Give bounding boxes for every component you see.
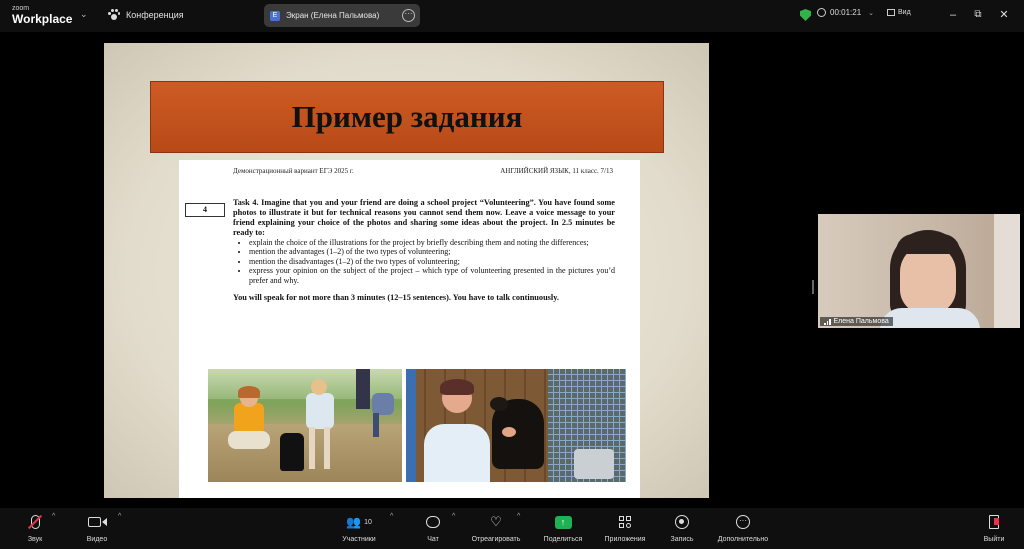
participant-video-tile[interactable] xyxy=(818,214,1020,328)
view-label: Вид xyxy=(898,9,911,16)
task-number-box: 4 xyxy=(185,203,225,217)
participants-icon: 👥 xyxy=(346,515,362,529)
logo-top-text: zoom xyxy=(12,5,30,12)
participants-button[interactable] xyxy=(324,513,394,543)
chevron-down-icon[interactable]: ⌄ xyxy=(80,9,88,19)
share-label: Экран (Елена Пальмова) xyxy=(286,11,380,20)
timer-text: 00:01:21 xyxy=(830,8,862,17)
screen-share-indicator[interactable] xyxy=(264,4,420,27)
share-label: Поделиться xyxy=(543,536,583,543)
title-bar xyxy=(0,0,1024,32)
video-label: Видео xyxy=(86,536,108,543)
doc-header-right: АНГЛИЙСКИЙ ЯЗЫК, 11 класс. 7/13 xyxy=(500,167,613,175)
slide-title-box xyxy=(150,81,664,153)
more-button[interactable] xyxy=(708,513,778,543)
participant-name: Елена Пальмова xyxy=(833,318,889,325)
chevron-up-icon[interactable]: ^ xyxy=(452,513,456,520)
clock-icon xyxy=(817,8,826,17)
participant-name-tag xyxy=(820,317,893,326)
chevron-up-icon[interactable]: ^ xyxy=(390,513,394,520)
meeting-toolbar xyxy=(0,508,1024,549)
participants-label: Участники xyxy=(342,536,376,543)
view-button[interactable] xyxy=(887,9,911,16)
more-options-icon[interactable]: ··· xyxy=(402,9,415,22)
list-item: • mention the disadvantages (1–2) of the two types of volunteering; xyxy=(249,257,615,266)
task-final: You will speak for not more than 3 minutes (12–15 sentences). You have to talk continuously. xyxy=(233,293,559,303)
slide-title: Пример задания xyxy=(291,99,523,134)
close-button[interactable]: ✕ xyxy=(999,9,1009,21)
chevron-up-icon[interactable]: ^ xyxy=(517,513,521,520)
meeting-label: Конференция xyxy=(126,10,184,20)
meeting-info-button[interactable] xyxy=(108,9,184,21)
audio-button[interactable] xyxy=(0,513,70,543)
panel-resize-handle[interactable] xyxy=(812,280,814,294)
document-header xyxy=(233,167,613,175)
logo-bottom-text: Workplace xyxy=(12,12,73,26)
apps-label: Приложения xyxy=(604,536,646,543)
task-intro: Task 4. Imagine that you and your friend are doing a school project “Volunteering”. You have found some photos to illustrate it but for technical reasons you cannot send them now. Leave a voice message to your friend explaining your choice of the photos and sharing some ideas about the project. In 2.5 minutes be ready to: xyxy=(233,198,615,237)
record-button[interactable] xyxy=(647,513,717,543)
list-item: • explain the choice of the illustrations for the project by briefly describing them and noting the differences; xyxy=(249,238,615,247)
paw-icon xyxy=(108,9,120,21)
doc-header-left: Демонстрационный вариант ЕГЭ 2025 г. xyxy=(233,167,354,175)
apps-icon xyxy=(619,516,631,528)
audio-label: Звук xyxy=(27,536,43,543)
video-button[interactable] xyxy=(62,513,132,543)
chevron-up-icon[interactable]: ^ xyxy=(118,513,122,520)
shared-screen xyxy=(104,43,709,498)
list-item: • mention the advantages (1–2) of the two types of volunteering; xyxy=(249,247,615,256)
photo-animal-shelter-volunteering xyxy=(406,369,626,482)
chat-button[interactable] xyxy=(398,513,468,543)
list-item: • express your opinion on the subject of the project – which type of volunteering presented in the pictures you’d prefer and why. xyxy=(249,266,615,285)
screen-share-icon: E xyxy=(270,11,280,21)
meeting-timer xyxy=(817,8,874,17)
react-button[interactable] xyxy=(461,513,531,543)
task-document xyxy=(179,160,640,498)
participants-count: 10 xyxy=(364,518,372,526)
chevron-up-icon[interactable]: ^ xyxy=(52,513,56,520)
chat-label: Чат xyxy=(427,536,439,543)
task-text xyxy=(233,198,615,303)
heart-icon: ♡ xyxy=(490,514,502,529)
more-options-icon: ··· xyxy=(736,515,750,529)
chat-icon xyxy=(426,516,440,528)
leave-label: Выйти xyxy=(983,536,1005,543)
zoom-logo xyxy=(12,5,72,25)
grid-view-icon xyxy=(887,9,895,16)
chevron-down-icon[interactable]: ⌄ xyxy=(868,9,875,17)
encryption-shield-icon[interactable] xyxy=(800,9,811,21)
maximize-button[interactable]: ⧉ xyxy=(974,9,982,20)
signal-icon xyxy=(824,319,831,325)
minimize-button[interactable]: – xyxy=(949,9,957,21)
camera-icon xyxy=(88,517,101,527)
more-label: Дополнительно xyxy=(717,536,769,543)
task-bullets xyxy=(249,238,615,285)
share-screen-button[interactable] xyxy=(528,513,598,543)
record-label: Запись xyxy=(670,536,694,543)
react-label: Отреагировать xyxy=(471,536,521,543)
leave-door-icon xyxy=(989,515,999,529)
leave-button[interactable] xyxy=(982,513,1006,543)
photo-ecological-volunteering xyxy=(208,369,402,482)
share-screen-icon: ↑ xyxy=(555,516,572,529)
record-icon xyxy=(675,515,689,529)
